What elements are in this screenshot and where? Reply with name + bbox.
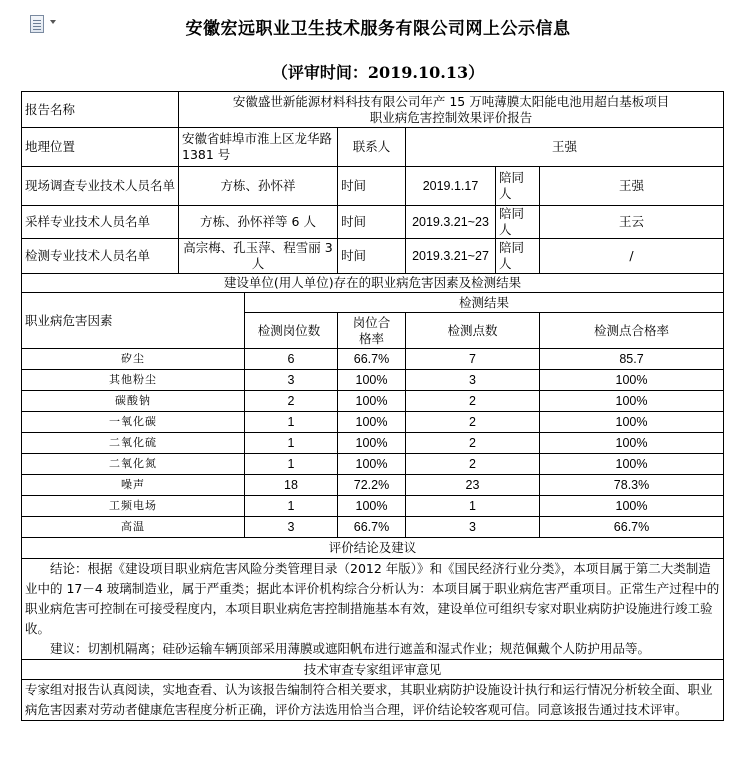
location-label: 地理位置 bbox=[22, 128, 179, 167]
conclusion-section-title: 评价结论及建议 bbox=[22, 538, 724, 559]
position-rate: 100% bbox=[338, 454, 406, 475]
point-rate: 85.7 bbox=[540, 349, 724, 370]
positions-count: 1 bbox=[245, 412, 338, 433]
points-count: 3 bbox=[406, 517, 540, 538]
site-survey-label: 现场调查专业技术人员名单 bbox=[22, 167, 179, 206]
contact-value: 王强 bbox=[406, 128, 724, 167]
point-rate: 100% bbox=[540, 496, 724, 517]
positions-count: 1 bbox=[245, 454, 338, 475]
col-position-rate-header: 岗位合格率 bbox=[338, 313, 406, 349]
hazard-factor-header: 职业病危害因素 bbox=[22, 293, 245, 349]
positions-count: 2 bbox=[245, 391, 338, 412]
hazard-name: 其他粉尘 bbox=[22, 370, 245, 391]
position-rate: 100% bbox=[338, 496, 406, 517]
testing-accomp-label: 陪同人 bbox=[496, 239, 540, 274]
point-rate: 100% bbox=[540, 454, 724, 475]
position-rate: 100% bbox=[338, 412, 406, 433]
sampling-accomp: 王云 bbox=[540, 206, 724, 239]
testing-row bbox=[22, 239, 724, 274]
points-count: 2 bbox=[406, 391, 540, 412]
table-row bbox=[22, 475, 724, 496]
points-count: 2 bbox=[406, 412, 540, 433]
results-header: 检测结果 bbox=[245, 293, 724, 313]
conclusion-section-row bbox=[22, 538, 724, 559]
table-row bbox=[22, 391, 724, 412]
testing-accomp: / bbox=[540, 239, 724, 274]
points-count: 23 bbox=[406, 475, 540, 496]
table-row bbox=[22, 454, 724, 475]
point-rate: 78.3% bbox=[540, 475, 724, 496]
point-rate: 100% bbox=[540, 391, 724, 412]
positions-count: 18 bbox=[245, 475, 338, 496]
site-survey-staff: 方栋、孙怀祥 bbox=[179, 167, 338, 206]
col-positions-header: 检测岗位数 bbox=[245, 313, 338, 349]
suggestion-text: 建议：切割机隔离；硅砂运输车辆顶部采用薄膜或遮阳帆布进行遮盖和湿式作业；规范佩戴个人防护用品等。 bbox=[50, 641, 651, 656]
hazard-name: 碳酸钠 bbox=[22, 391, 245, 412]
disclosure-table bbox=[21, 91, 724, 721]
points-count: 7 bbox=[406, 349, 540, 370]
position-rate: 72.2% bbox=[338, 475, 406, 496]
position-rate: 66.7% bbox=[338, 517, 406, 538]
review-section-title: 技术审查专家组评审意见 bbox=[22, 660, 724, 680]
sampling-time-label: 时间 bbox=[338, 206, 406, 239]
positions-count: 1 bbox=[245, 496, 338, 517]
points-count: 2 bbox=[406, 454, 540, 475]
positions-count: 3 bbox=[245, 370, 338, 391]
report-name-row bbox=[22, 92, 724, 128]
page-title: 安徽宏远职业卫生技术服务有限公司网上公示信息 bbox=[185, 19, 571, 39]
sampling-time: 2019.3.21~23 bbox=[406, 206, 496, 239]
points-count: 2 bbox=[406, 433, 540, 454]
testing-staff: 高宗梅、孔玉萍、程雪丽 3 人 bbox=[179, 239, 338, 274]
review-section-row bbox=[22, 660, 724, 680]
sampling-staff: 方栋、孙怀祥等 6 人 bbox=[179, 206, 338, 239]
sampling-label: 采样专业技术人员名单 bbox=[22, 206, 179, 239]
point-rate: 100% bbox=[540, 370, 724, 391]
conclusion-row bbox=[22, 559, 724, 660]
conclusion-text: 结论：根据《建设项目职业病危害风险分类管理目录（2012 年版）》和《国民经济行业分类》，本项目属于第二大类制造业中的 17－4 玻璃制造业，属于严重类；据此本评价机构综合分析认为：本项目属于职业病危害严重项目。正常生产过程中的职业病危害可控制在可接受程度内，本项目职业病危害控制措施基本有效，建设单位可组织专家对职业病防护设施进行竣工验收。 bbox=[25, 561, 720, 636]
table-row bbox=[22, 496, 724, 517]
point-rate: 66.7% bbox=[540, 517, 724, 538]
sampling-accomp-label: 陪同人 bbox=[496, 206, 540, 239]
table-row bbox=[22, 517, 724, 538]
hazard-name: 二氧化硫 bbox=[22, 433, 245, 454]
report-name-label: 报告名称 bbox=[22, 92, 179, 128]
table-row bbox=[22, 412, 724, 433]
location-value: 安徽省蚌埠市淮上区龙华路 1381 号 bbox=[179, 128, 338, 167]
review-row bbox=[22, 680, 724, 721]
hazard-name: 一氧化碳 bbox=[22, 412, 245, 433]
hazard-section-row bbox=[22, 274, 724, 293]
table-row bbox=[22, 370, 724, 391]
hazard-header-row bbox=[22, 293, 724, 313]
position-rate: 100% bbox=[338, 391, 406, 412]
hazard-name: 高温 bbox=[22, 517, 245, 538]
hazard-name: 矽尘 bbox=[22, 349, 245, 370]
positions-count: 1 bbox=[245, 433, 338, 454]
position-rate: 66.7% bbox=[338, 349, 406, 370]
hazard-name: 噪声 bbox=[22, 475, 245, 496]
hazard-section-title: 建设单位(用人单位)存在的职业病危害因素及检测结果 bbox=[22, 274, 724, 293]
col-point-rate-header: 检测点合格率 bbox=[540, 313, 724, 349]
review-opinion: 专家组对报告认真阅读，实地查看、认为该报告编制符合相关要求，其职业病防护设施设计执行和运行情况分析较全面、职业病危害因素对劳动者健康危害程度分析正确，评价方法选用恰当合理，评价结论较客观可信。同意该报告通过技术评审。 bbox=[22, 680, 724, 721]
points-count: 3 bbox=[406, 370, 540, 391]
site-survey-row bbox=[22, 167, 724, 206]
point-rate: 100% bbox=[540, 433, 724, 454]
testing-label: 检测专业技术人员名单 bbox=[22, 239, 179, 274]
table-row bbox=[22, 349, 724, 370]
site-survey-time-label: 时间 bbox=[338, 167, 406, 206]
hazard-name: 二氧化氮 bbox=[22, 454, 245, 475]
testing-time-label: 时间 bbox=[338, 239, 406, 274]
report-name-line1: 安徽盛世新能源材料科技有限公司年产 15 万吨薄膜太阳能电池用超白基板项目 bbox=[232, 93, 670, 109]
site-survey-accomp-label: 陪同人 bbox=[496, 167, 540, 206]
point-rate: 100% bbox=[540, 412, 724, 433]
col-points-header: 检测点数 bbox=[406, 313, 540, 349]
contact-label: 联系人 bbox=[338, 128, 406, 167]
site-survey-time: 2019.1.17 bbox=[406, 167, 496, 206]
positions-count: 6 bbox=[245, 349, 338, 370]
position-rate: 100% bbox=[338, 433, 406, 454]
report-name-line2: 职业病危害控制效果评价报告 bbox=[369, 109, 533, 125]
site-survey-accomp: 王强 bbox=[540, 167, 724, 206]
testing-time: 2019.3.21~27 bbox=[406, 239, 496, 274]
points-count: 1 bbox=[406, 496, 540, 517]
review-time: （评审时间：2019.10.13） bbox=[271, 63, 485, 82]
location-row bbox=[22, 128, 724, 167]
hazard-name: 工频电场 bbox=[22, 496, 245, 517]
sampling-row bbox=[22, 206, 724, 239]
positions-count: 3 bbox=[245, 517, 338, 538]
report-name-value bbox=[179, 92, 724, 128]
position-rate: 100% bbox=[338, 370, 406, 391]
table-row bbox=[22, 433, 724, 454]
